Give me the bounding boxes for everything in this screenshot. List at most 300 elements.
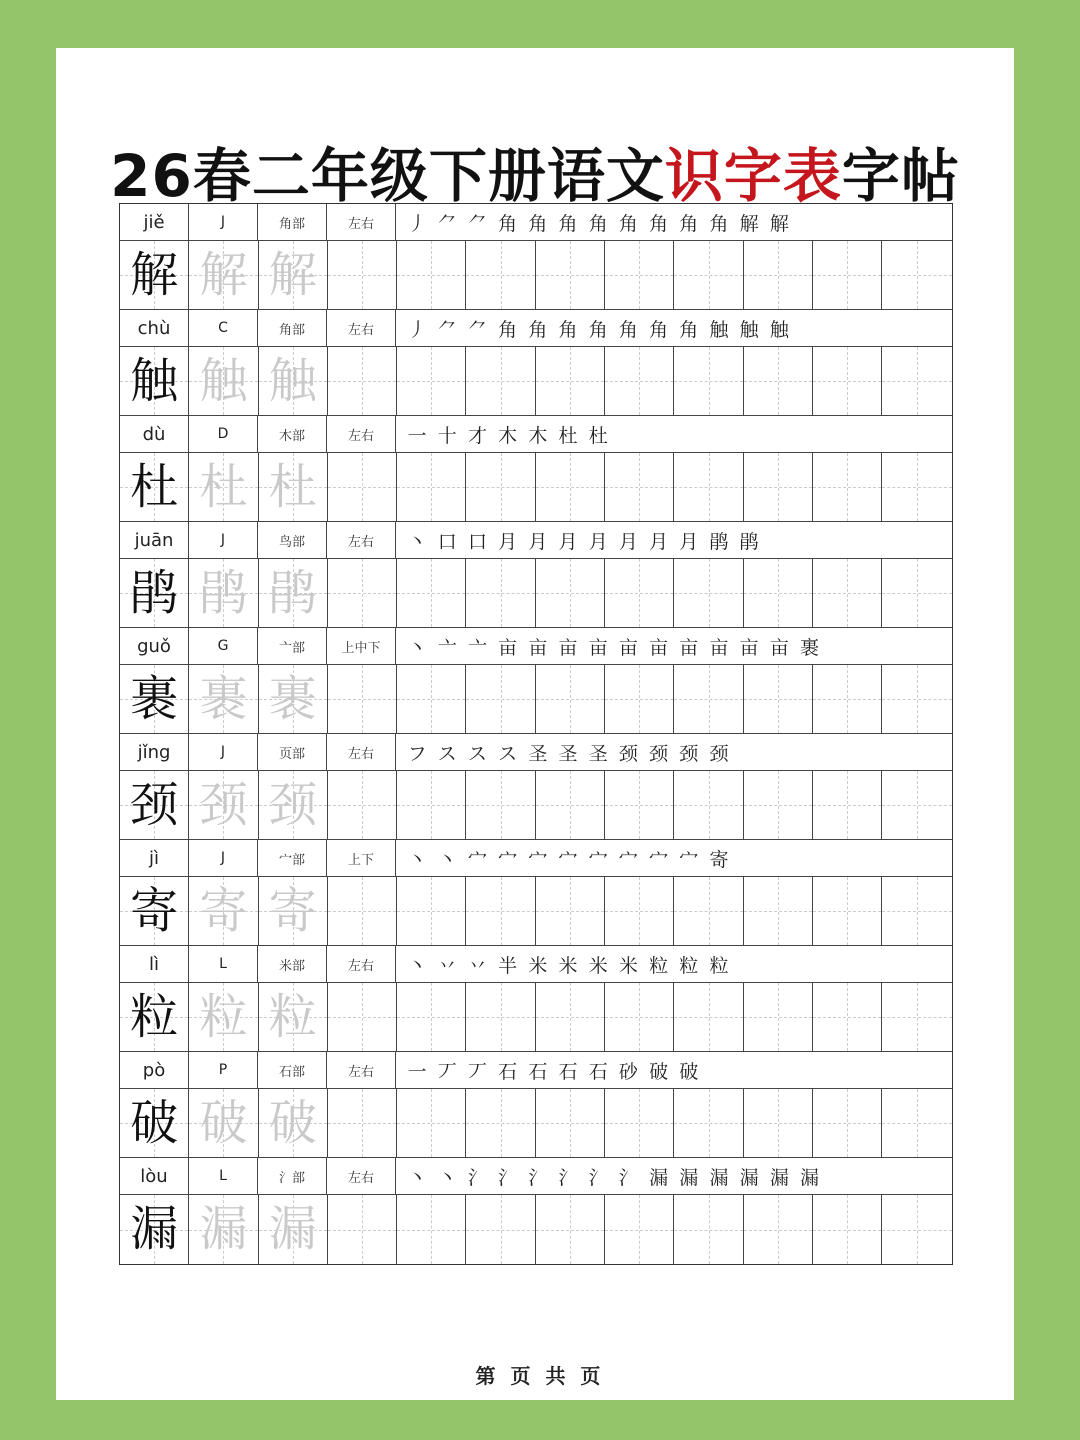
stroke-step: 丿: [407, 318, 427, 341]
stroke-step: 氵: [467, 1166, 487, 1189]
practice-row: [120, 453, 952, 522]
pinyin-cell: jiě: [120, 204, 189, 241]
tracing-character-box[interactable]: [189, 559, 258, 628]
stroke-step: 丶: [407, 636, 427, 659]
blank-practice-box[interactable]: [744, 983, 813, 1052]
blank-practice-box[interactable]: [605, 347, 674, 416]
stroke-order: [396, 204, 952, 241]
blank-practice-box[interactable]: [466, 983, 535, 1052]
stroke-step: 圣: [558, 742, 578, 765]
model-character-box[interactable]: [120, 347, 189, 416]
blank-practice-box[interactable]: [744, 559, 813, 628]
page-footer: 第 页 共 页: [475, 1364, 605, 1388]
stroke-step: 亩: [769, 636, 789, 659]
stroke-step: 米: [528, 954, 548, 977]
stroke-step: 宀: [618, 848, 638, 871]
pinyin-cell: guǒ: [120, 628, 189, 665]
blank-practice-box[interactable]: [328, 1089, 397, 1158]
pinyin-cell: lòu: [120, 1158, 189, 1195]
blank-practice-box[interactable]: [882, 559, 951, 628]
stroke-step: 氵: [588, 1166, 608, 1189]
character: 粒: [130, 988, 179, 1045]
blank-practice-box[interactable]: [466, 665, 535, 734]
character: 粒: [199, 988, 248, 1045]
blank-practice-box[interactable]: [466, 771, 535, 840]
blank-practice-box[interactable]: [605, 241, 674, 310]
structure-cell: 左右: [327, 522, 396, 559]
stroke-step: 石: [588, 1060, 608, 1083]
stroke-step: 丶: [407, 954, 427, 977]
tracing-character-box[interactable]: [259, 983, 328, 1052]
character-entry: [120, 416, 952, 522]
model-character-box[interactable]: [120, 1089, 189, 1158]
stroke-step: 角: [618, 318, 638, 341]
blank-practice-box[interactable]: [466, 1089, 535, 1158]
stroke-step: 颈: [649, 742, 669, 765]
character: 触: [199, 352, 248, 409]
character: 粒: [268, 988, 317, 1045]
stroke-step: 口: [467, 530, 487, 553]
blank-practice-box[interactable]: [744, 665, 813, 734]
stroke-step: 亩: [739, 636, 759, 659]
blank-practice-box[interactable]: [882, 771, 951, 840]
blank-practice-box[interactable]: [328, 983, 397, 1052]
blank-practice-box[interactable]: [397, 665, 466, 734]
stroke-step: 角: [558, 212, 578, 235]
stroke-step: 宀: [679, 848, 699, 871]
blank-practice-box[interactable]: [397, 453, 466, 522]
stroke-step: 鹃: [739, 530, 759, 553]
character-entry: [120, 1158, 952, 1264]
pinyin-cell: juān: [120, 522, 189, 559]
blank-practice-box[interactable]: [674, 241, 743, 310]
stroke-order: [396, 310, 952, 347]
blank-practice-box[interactable]: [813, 559, 882, 628]
blank-practice-box[interactable]: [813, 877, 882, 946]
tracing-character-box[interactable]: [259, 559, 328, 628]
blank-practice-box[interactable]: [328, 1195, 397, 1264]
blank-practice-box[interactable]: [536, 877, 605, 946]
blank-practice-box[interactable]: [813, 453, 882, 522]
character-entry: [120, 628, 952, 734]
stroke-step: 宀: [528, 848, 548, 871]
character: 破: [199, 1094, 248, 1151]
stroke-step: 砂: [618, 1060, 638, 1083]
tracing-character-box[interactable]: [259, 665, 328, 734]
stroke-step: 半: [498, 954, 518, 977]
stroke-step: 亠: [467, 636, 487, 659]
blank-practice-box[interactable]: [328, 877, 397, 946]
stroke-step: 月: [498, 530, 518, 553]
blank-practice-box[interactable]: [882, 453, 951, 522]
tracing-character-box[interactable]: [189, 877, 258, 946]
stroke-step: 宀: [649, 848, 669, 871]
stroke-step: 氵: [498, 1166, 518, 1189]
letter-cell: J: [189, 522, 258, 559]
stroke-step: 亠: [437, 636, 457, 659]
character: 漏: [199, 1201, 248, 1257]
character: 颈: [199, 776, 248, 833]
stroke-step: ⺈: [437, 318, 457, 341]
letter-cell: G: [189, 628, 258, 665]
blank-practice-box[interactable]: [536, 1195, 605, 1264]
blank-practice-box[interactable]: [674, 559, 743, 628]
tracing-character-box[interactable]: [259, 453, 328, 522]
blank-practice-box[interactable]: [882, 1195, 951, 1264]
pinyin-cell: jǐng: [120, 734, 189, 771]
structure-cell: 上中下: [327, 628, 396, 665]
blank-practice-box[interactable]: [674, 1089, 743, 1158]
stroke-order: [396, 946, 952, 983]
stroke-step: 角: [679, 318, 699, 341]
blank-practice-box[interactable]: [328, 771, 397, 840]
tracing-character-box[interactable]: [189, 347, 258, 416]
tracing-character-box[interactable]: [259, 1195, 328, 1264]
letter-cell: J: [189, 734, 258, 771]
stroke-step: 角: [649, 318, 669, 341]
tracing-character-box[interactable]: [259, 1089, 328, 1158]
stroke-step: 杜: [558, 424, 578, 447]
stroke-step: 粒: [649, 954, 669, 977]
letter-cell: J: [189, 204, 258, 241]
model-character-box[interactable]: [120, 983, 189, 1052]
blank-practice-box[interactable]: [536, 771, 605, 840]
blank-practice-box[interactable]: [397, 877, 466, 946]
character: 颈: [130, 776, 179, 833]
radical-cell: 页部: [258, 734, 327, 771]
character: 杜: [268, 458, 317, 515]
tracing-character-box[interactable]: [189, 1089, 258, 1158]
blank-practice-box[interactable]: [466, 559, 535, 628]
character-entry: [120, 310, 952, 416]
blank-practice-box[interactable]: [605, 877, 674, 946]
stroke-step: ⺈: [437, 212, 457, 235]
practice-grid: [119, 203, 953, 1265]
stroke-step: 氵: [618, 1166, 638, 1189]
tracing-character-box[interactable]: [259, 347, 328, 416]
character-entry: [120, 204, 952, 310]
stroke-step: 一: [407, 1060, 427, 1083]
stroke-step: 角: [588, 212, 608, 235]
blank-practice-box[interactable]: [813, 1195, 882, 1264]
info-row: [120, 840, 952, 877]
practice-row: [120, 1195, 952, 1264]
blank-practice-box[interactable]: [397, 347, 466, 416]
character-entry: [120, 1052, 952, 1158]
character: 鹃: [130, 564, 179, 621]
stroke-step: 角: [649, 212, 669, 235]
blank-practice-box[interactable]: [882, 665, 951, 734]
stroke-step: 月: [528, 530, 548, 553]
radical-cell: 亠部: [258, 628, 327, 665]
stroke-step: 丶: [407, 848, 427, 871]
blank-practice-box[interactable]: [536, 241, 605, 310]
stroke-step: 亩: [558, 636, 578, 659]
stroke-order: [396, 522, 952, 559]
radical-cell: 石部: [258, 1052, 327, 1089]
pinyin-cell: chù: [120, 310, 189, 347]
stroke-order: [396, 734, 952, 771]
stroke-step: 漏: [769, 1166, 789, 1189]
stroke-step: 月: [558, 530, 578, 553]
stroke-step: 颈: [618, 742, 638, 765]
stroke-step: 十: [437, 424, 457, 447]
model-character-box[interactable]: [120, 877, 189, 946]
pinyin-cell: dù: [120, 416, 189, 453]
blank-practice-box[interactable]: [605, 983, 674, 1052]
stroke-step: 角: [618, 212, 638, 235]
stroke-step: 角: [588, 318, 608, 341]
info-row: [120, 734, 952, 771]
stroke-step: 石: [558, 1060, 578, 1083]
blank-practice-box[interactable]: [813, 665, 882, 734]
blank-practice-box[interactable]: [466, 241, 535, 310]
letter-cell: L: [189, 946, 258, 983]
structure-cell: 左右: [327, 310, 396, 347]
stroke-step: 木: [498, 424, 518, 447]
title-prefix: 26春二年级下册语文: [110, 142, 665, 210]
stroke-order: [396, 840, 952, 877]
blank-practice-box[interactable]: [605, 559, 674, 628]
stroke-step: 粒: [709, 954, 729, 977]
model-character-box[interactable]: [120, 665, 189, 734]
character: 解: [199, 246, 248, 303]
blank-practice-box[interactable]: [882, 347, 951, 416]
stroke-step: 解: [739, 212, 759, 235]
blank-practice-box[interactable]: [605, 1195, 674, 1264]
stroke-step: 颈: [709, 742, 729, 765]
model-character-box[interactable]: [120, 559, 189, 628]
blank-practice-box[interactable]: [813, 241, 882, 310]
stroke-step: 亩: [528, 636, 548, 659]
stroke-order: [396, 628, 952, 665]
practice-row: [120, 1089, 952, 1158]
stroke-step: 裹: [800, 636, 820, 659]
stroke-step: 圣: [588, 742, 608, 765]
tracing-character-box[interactable]: [259, 771, 328, 840]
blank-practice-box[interactable]: [397, 559, 466, 628]
stroke-step: 角: [528, 212, 548, 235]
stroke-order: [396, 1158, 952, 1195]
blank-practice-box[interactable]: [674, 665, 743, 734]
blank-practice-box[interactable]: [536, 665, 605, 734]
structure-cell: 左右: [327, 734, 396, 771]
stroke-step: 亩: [498, 636, 518, 659]
blank-practice-box[interactable]: [882, 1089, 951, 1158]
blank-practice-box[interactable]: [744, 347, 813, 416]
tracing-character-box[interactable]: [189, 1195, 258, 1264]
stroke-order: [396, 1052, 952, 1089]
blank-practice-box[interactable]: [674, 983, 743, 1052]
letter-cell: D: [189, 416, 258, 453]
blank-practice-box[interactable]: [397, 983, 466, 1052]
stroke-step: ス: [498, 742, 518, 765]
blank-practice-box[interactable]: [536, 1089, 605, 1158]
model-character-box[interactable]: [120, 1195, 189, 1264]
stroke-step: 丆: [467, 1060, 487, 1083]
stroke-step: 漏: [679, 1166, 699, 1189]
tracing-character-box[interactable]: [259, 241, 328, 310]
stroke-step: 木: [528, 424, 548, 447]
stroke-step: ⺈: [467, 318, 487, 341]
blank-practice-box[interactable]: [674, 771, 743, 840]
character: 杜: [130, 458, 179, 515]
pinyin-cell: jì: [120, 840, 189, 877]
structure-cell: 左右: [327, 416, 396, 453]
character: 鹃: [199, 564, 248, 621]
practice-row: [120, 983, 952, 1052]
blank-practice-box[interactable]: [882, 877, 951, 946]
blank-practice-box[interactable]: [605, 1089, 674, 1158]
tracing-character-box[interactable]: [189, 453, 258, 522]
blank-practice-box[interactable]: [744, 1195, 813, 1264]
info-row: [120, 204, 952, 241]
stroke-step: 丷: [437, 954, 457, 977]
tracing-character-box[interactable]: [259, 877, 328, 946]
blank-practice-box[interactable]: [328, 453, 397, 522]
stroke-step: 破: [679, 1060, 699, 1083]
pinyin-cell: lì: [120, 946, 189, 983]
blank-practice-box[interactable]: [466, 347, 535, 416]
character: 寄: [268, 882, 317, 939]
blank-practice-box[interactable]: [605, 665, 674, 734]
character: 鹃: [268, 564, 317, 621]
stroke-step: 漏: [709, 1166, 729, 1189]
stroke-step: 石: [498, 1060, 518, 1083]
blank-practice-box[interactable]: [674, 877, 743, 946]
blank-practice-box[interactable]: [882, 241, 951, 310]
blank-practice-box[interactable]: [813, 983, 882, 1052]
character: 触: [130, 352, 179, 409]
stroke-step: 寄: [709, 848, 729, 871]
stroke-step: 触: [769, 318, 789, 341]
stroke-step: 宀: [588, 848, 608, 871]
blank-practice-box[interactable]: [813, 771, 882, 840]
character-entry: [120, 522, 952, 628]
stroke-step: 角: [709, 212, 729, 235]
stroke-step: 鹃: [709, 530, 729, 553]
blank-practice-box[interactable]: [466, 877, 535, 946]
stroke-step: 粒: [679, 954, 699, 977]
blank-practice-box[interactable]: [813, 347, 882, 416]
character-entry: [120, 734, 952, 840]
radical-cell: 米部: [258, 946, 327, 983]
blank-practice-box[interactable]: [605, 453, 674, 522]
stroke-step: 角: [558, 318, 578, 341]
blank-practice-box[interactable]: [674, 453, 743, 522]
blank-practice-box[interactable]: [882, 983, 951, 1052]
stroke-order: [396, 416, 952, 453]
model-character-box[interactable]: [120, 453, 189, 522]
blank-practice-box[interactable]: [536, 453, 605, 522]
stroke-step: 角: [498, 318, 518, 341]
character: 寄: [199, 882, 248, 939]
stroke-step: 触: [709, 318, 729, 341]
stroke-step: ⺈: [467, 212, 487, 235]
stroke-step: 丶: [437, 848, 457, 871]
stroke-step: 亩: [709, 636, 729, 659]
tracing-character-box[interactable]: [189, 771, 258, 840]
blank-practice-box[interactable]: [328, 665, 397, 734]
blank-practice-box[interactable]: [536, 559, 605, 628]
blank-practice-box[interactable]: [466, 1195, 535, 1264]
blank-practice-box[interactable]: [744, 241, 813, 310]
practice-row: [120, 241, 952, 310]
stroke-step: 丆: [437, 1060, 457, 1083]
blank-practice-box[interactable]: [328, 347, 397, 416]
blank-practice-box[interactable]: [744, 453, 813, 522]
model-character-box[interactable]: [120, 241, 189, 310]
letter-cell: J: [189, 840, 258, 877]
stroke-step: 亩: [588, 636, 608, 659]
stroke-step: 丶: [407, 1166, 427, 1189]
blank-practice-box[interactable]: [397, 1195, 466, 1264]
blank-practice-box[interactable]: [605, 771, 674, 840]
stroke-step: 丶: [407, 530, 427, 553]
stroke-step: 亩: [679, 636, 699, 659]
blank-practice-box[interactable]: [536, 983, 605, 1052]
stroke-step: 丷: [467, 954, 487, 977]
stroke-step: 解: [769, 212, 789, 235]
blank-practice-box[interactable]: [674, 347, 743, 416]
stroke-step: 口: [437, 530, 457, 553]
info-row: [120, 522, 952, 559]
tracing-character-box[interactable]: [189, 241, 258, 310]
radical-cell: 木部: [258, 416, 327, 453]
model-character-box[interactable]: [120, 771, 189, 840]
blank-practice-box[interactable]: [328, 559, 397, 628]
structure-cell: 左右: [327, 204, 396, 241]
tracing-character-box[interactable]: [189, 983, 258, 1052]
stroke-step: 宀: [498, 848, 518, 871]
letter-cell: P: [189, 1052, 258, 1089]
blank-practice-box[interactable]: [674, 1195, 743, 1264]
info-row: [120, 1158, 952, 1195]
stroke-step: 月: [649, 530, 669, 553]
practice-row: [120, 347, 952, 416]
character: 触: [268, 352, 317, 409]
character: 裹: [199, 670, 248, 727]
structure-cell: 上下: [327, 840, 396, 877]
blank-practice-box[interactable]: [744, 1089, 813, 1158]
blank-practice-box[interactable]: [328, 241, 397, 310]
info-row: [120, 1052, 952, 1089]
blank-practice-box[interactable]: [397, 241, 466, 310]
blank-practice-box[interactable]: [397, 771, 466, 840]
stroke-step: 宀: [558, 848, 578, 871]
blank-practice-box[interactable]: [397, 1089, 466, 1158]
stroke-step: 丿: [407, 212, 427, 235]
pinyin-cell: pò: [120, 1052, 189, 1089]
blank-practice-box[interactable]: [813, 1089, 882, 1158]
structure-cell: 左右: [327, 946, 396, 983]
character: 漏: [268, 1201, 317, 1257]
stroke-step: 月: [588, 530, 608, 553]
stroke-step: 颈: [679, 742, 699, 765]
letter-cell: L: [189, 1158, 258, 1195]
blank-practice-box[interactable]: [466, 453, 535, 522]
radical-cell: 氵部: [258, 1158, 327, 1195]
practice-row: [120, 771, 952, 840]
blank-practice-box[interactable]: [536, 347, 605, 416]
tracing-character-box[interactable]: [189, 665, 258, 734]
stroke-step: 角: [498, 212, 518, 235]
stroke-step: 一: [407, 424, 427, 447]
stroke-step: 丶: [437, 1166, 457, 1189]
blank-practice-box[interactable]: [744, 771, 813, 840]
stroke-step: 亩: [649, 636, 669, 659]
blank-practice-box[interactable]: [744, 877, 813, 946]
